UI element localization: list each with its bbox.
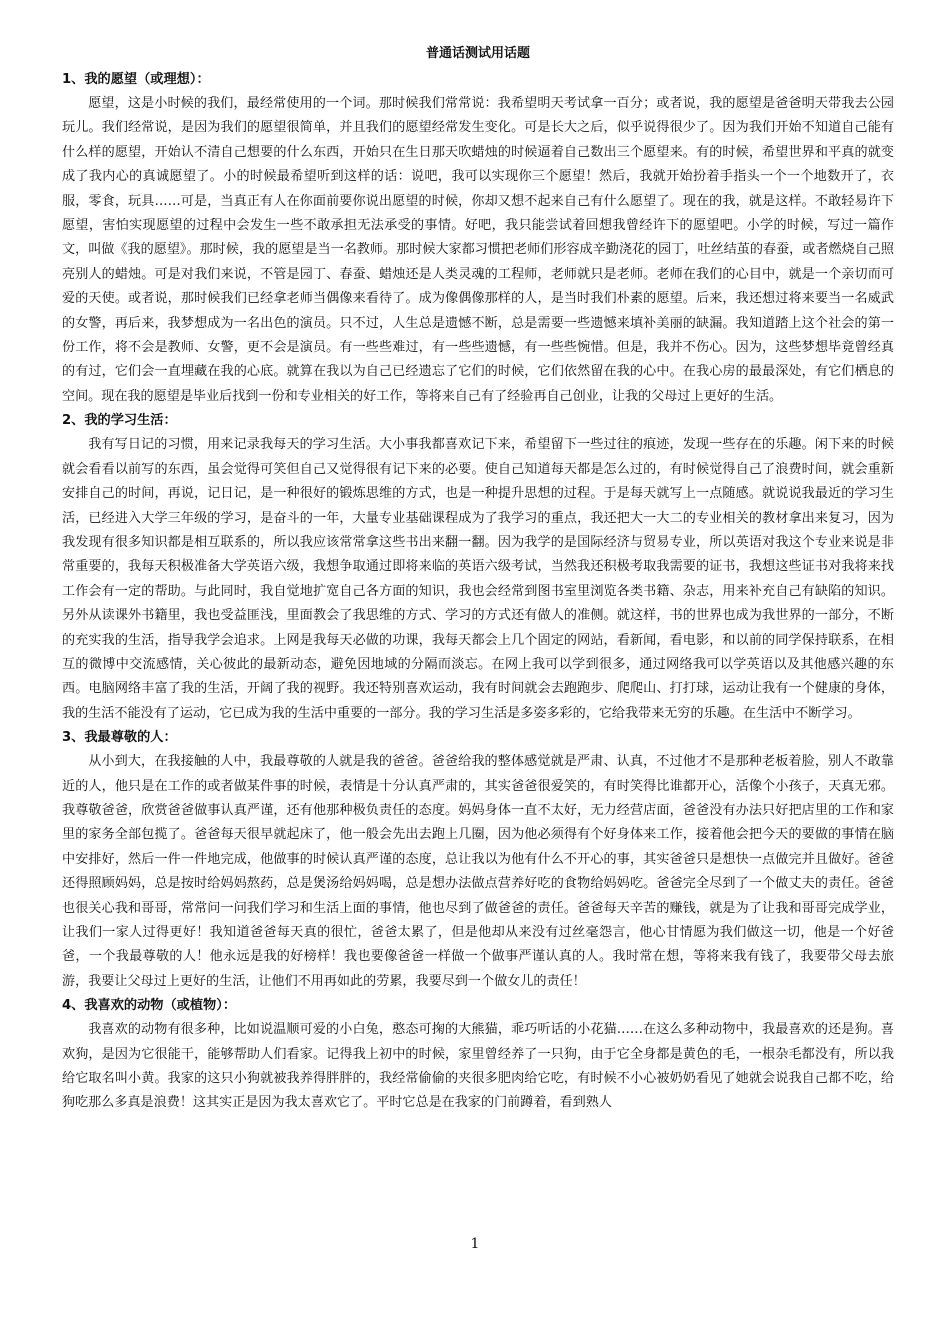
section-most-respected-person: [62, 726, 894, 994]
section-heading: 2、我的学习生活：: [62, 413, 177, 429]
document-title: 普通话测试用话题: [425, 46, 530, 61]
section-my-wish: [62, 68, 894, 409]
section-heading: 1、我的愿望（或理想）：: [62, 72, 210, 87]
section-body: 我喜欢的动物有很多种，比如说温顺可爱的小白兔，憨态可掬的大熊猫，乖巧听话的小花猫……在这么多种动物中，我最喜欢的还是狗。喜欢狗，是因为它很能干，能够帮助人们看家。记得我上初中的时候，家里曾经养了一只狗，由于它全身都是黄色的毛，一根杂毛都没有，所以我给它取名叫小黄。我家的这只小狗就被我养得胖胖的，我经常偷偷的夹很多肥肉给它吃，有时候不小心被奶奶看见了她就会说我自己都不吃，给狗吃那么多真是浪费！这其实正是因为我太喜欢它了。平时它总是在我家的门前蹲着，看到熟人: [62, 1022, 894, 1111]
section-study-life: [62, 409, 894, 726]
section-favorite-animal: [62, 994, 894, 1116]
section-body: 我有写日记的习惯，用来记录我每天的学习生活。大小事我都喜欢记下来，希望留下一些过往的痕迹，发现一些存在的乐趣。闲下来的时候就会看看以前写的东西，虽会觉得可笑但自己又觉得很有记下来的必要。使自己知道每天都是怎么过的，有时候觉得自己了浪费时间，就会重新安排自己的时间，再说，记日记，是一种很好的锻炼思维的方式，也是一种提升思想的过程。于是每天就写上一点随感。就说说我最近的学习生活，已经进入大学三年级的学习，是奋斗的一年，大量专业基础课程成为了我学习的重点，我还把大一大二的专业相关的教材拿出来复习，因为我发现有很多知识都是相互联系的，所以我应该常常拿这些书出来翻一翻。因为我学的是国际经济与贸易专业，所以英语对我这个专业来说是非常重要的，我每天积极准备大学英语六级，我想争取通过即将来临的英语六级考试，当然我还积极考取我需要的证书，我想这些证书对我将来找工作会有一定的帮助。与此同时，我自觉地扩宽自己各方面的知识，我也会经常到图书室里浏览各类书籍、杂志，用来补充自己有缺陷的知识。另外从读课外书籍里，我也受益匪浅，里面教会了我思维的方式、学习的方式还有做人的准侧。就这样，书的世界也成为我世界的一部分，不断的充实我的生活，指导我学会追求。上网是我每天必做的功课，我每天都会上几个固定的网站，看新闻，看电影，和以前的同学保持联系，在相互的微博中交流感情，关心彼此的最新动态，避免因地域的分隔而淡忘。在网上我可以学到很多，通过网络我可以学英语以及其他感兴趣的东西。电脑网络丰富了我的生活，开阔了我的视野。我还特别喜欢运动，我有时间就会去跑跑步、爬爬山、打打球，运动让我有一个健康的身体，我的生活不能没有了运动，它已成为我的生活中重要的一部分。我的学习生活是多姿多彩的，它给我带来无穷的乐趣。在生活中不断学习。: [62, 437, 894, 721]
section-heading: 3、我最尊敬的人：: [62, 730, 177, 746]
page-number: 1: [470, 1236, 480, 1252]
document-page: [62, 44, 894, 1116]
section-body: 愿望，这是小时候的我们，最经常使用的一个词。那时候我们常常说：我希望明天考试拿一百分；或者说，我的愿望是爸爸明天带我去公园玩儿。我们经常说，是因为我们的愿望很简单，并且我们的愿望经常发生变化。可是长大之后，似乎说得很少了。因为我们开始不知道自己能有什么样的愿望，开始认不清自己想要的什么东西，开始只在生日那天吹蜡烛的时候逼着自己数出三个愿望来。有的时候，希望世界和平真的就变成了我内心的真诚愿望了。小的时候最希望听到这样的话：说吧，我可以实现你三个愿望！然后，我就开始扮着手指头一个一个地数开了，衣服，零食，玩具……可是，当真正有人在你面前要你说出愿望的时候，你却又想不起来自己有什么愿望了。现在的我，就是这样。不敢轻易许下愿望，害怕实现愿望的过程中会发生一些不敢承担无法承受的事情。好吧，我只能尝试着回想我曾经许下的愿望吧。小学的时候，写过一篇作文，叫做《我的愿望》。那时候，我的愿望是当一名教师。那时候大家都习惯把老师们形容成辛勤浇花的园丁，吐丝结茧的春蚕，或者燃烧自己照亮别人的蜡烛。可是对我们来说，不管是园丁、春蚕、蜡烛还是人类灵魂的工程师，老师就只是老师。老师在我们的心目中，就是一个亲切而可爱的天使。或者说，那时候我们已经拿老师当偶像来看待了。成为像偶像那样的人，是当时我们朴素的愿望。后来，我还想过将来要当一名威武的女警，再后来，我梦想成为一名出色的演员。只不过，人生总是遗憾不断，总是需要一些遗憾来填补美丽的缺漏。我知道踏上这个社会的第一份工作，将不会是教师、女警，更不会是演员。有一些些难过，有一些些遗憾，有一些些惋惜。但是，我并不伤心。因为，这些梦想毕竟曾经真的有过，它们会一直埋藏在我的心底。就算在我以为自己已经遗忘了它们的时候，它们依然留在我的心中。在我心房的最最深处，有它们栖息的空间。现在我的愿望是毕业后找到一份和专业相关的好工作，等将来自己有了经验再自己创业，让我的父母过上更好的生活。: [62, 96, 894, 404]
section-heading: 4、我喜欢的动物（或植物）：: [62, 998, 237, 1014]
section-body: 从小到大，在我接触的人中，我最尊敬的人就是我的爸爸。爸爸给我的整体感觉就是严肃、认真，不过他才不是那种老板着脸，别人不敢靠近的人，他只是在工作的或者做某件事的时候，表情是十分认真严肃的，其实爸爸很爱笑的，有时笑得比谁都开心，活像个小孩子，天真无邪。我尊敬爸爸，欣赏爸爸做事认真严谨，还有他那种极负责任的态度。妈妈身体一直不太好，无力经营店面，爸爸没有办法只好把店里的工作和家里的家务全部包揽了。爸爸每天很早就起床了，他一般会先出去跑上几圈，因为他必须得有个好身体来工作，接着他会把今天的要做的事情在脑中安排好，然后一件一件地完成，他做事的时候认真严谨的态度，总让我以为他有什么不开心的事，其实爸爸只是想快一点做完并且做好。爸爸还得照顾妈妈，总是按时给妈妈熬药，总是煲汤给妈妈喝，总是想办法做点营养好吃的食物给妈妈吃。爸爸完全尽到了一个做丈夫的责任。爸爸也很关心我和哥哥，常常问一问我们学习和生活上面的事情，他也尽到了做爸爸的责任。爸爸每天辛苦的赚钱，就是为了让我和哥哥完成学业，让我们一家人过得更好！我知道爸爸每天真的很忙，爸爸太累了，但是他却从来没有过丝毫怨言，他心甘情愿为我们做这一切，他是一个好爸爸，一个我最尊敬的人！他永远是我的好榜样！我也要像爸爸一样做一个做事严谨认真的人。我时常在想，等将来我有钱了，我要带父母去旅游，我要让父母过上更好的生活，让他们不用再如此的劳累，我要尽到一个做女儿的责任！: [62, 754, 894, 989]
